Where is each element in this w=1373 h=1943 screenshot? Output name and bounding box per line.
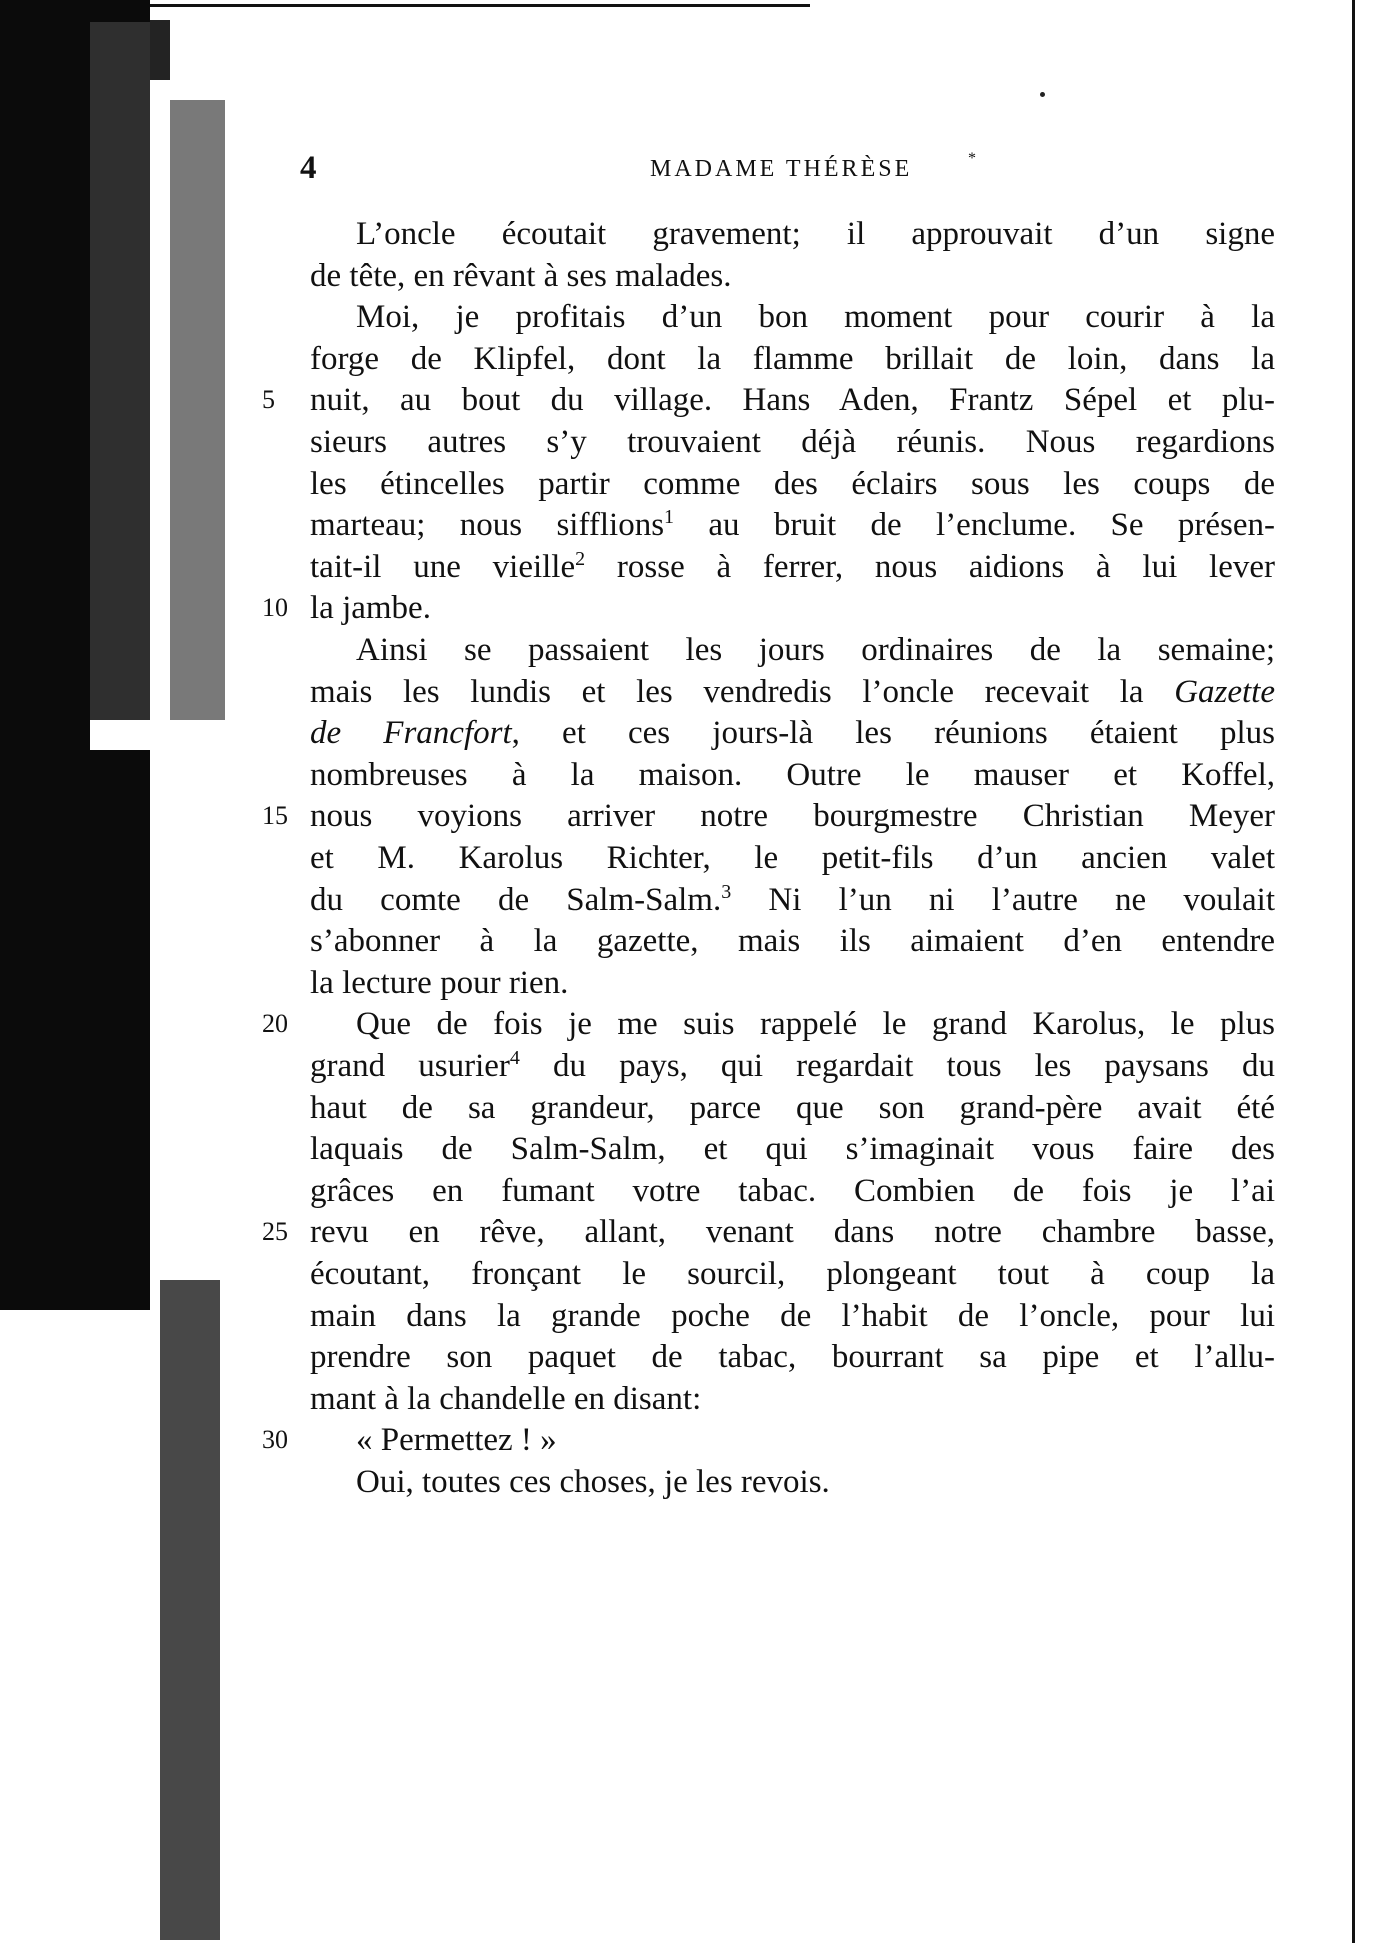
line-text: « Permettez ! » bbox=[356, 1422, 557, 1458]
line-text: la jambe. bbox=[310, 590, 431, 626]
line-text: Moi, je profitais d’un bon moment pour courir à la bbox=[356, 299, 1275, 335]
line-text: Ni l’un ni l’autre ne voulait bbox=[731, 882, 1275, 918]
footnote-ref: 3 bbox=[721, 881, 732, 903]
line-text: la lecture pour rien. bbox=[310, 965, 569, 1001]
line-text: revu en rêve, allant, venant dans notre chambre basse, bbox=[310, 1214, 1275, 1250]
scan-right-edge bbox=[1352, 0, 1355, 1943]
line-text: haut de sa grandeur, parce que son grand-père avait été bbox=[310, 1090, 1275, 1126]
line-text: et M. Karolus Richter, le petit-fils d’un ancien valet bbox=[310, 840, 1275, 876]
scan-binding-shadow bbox=[0, 0, 236, 1943]
line-text: grand usurier bbox=[310, 1048, 510, 1084]
text-line bbox=[356, 1456, 1275, 1508]
footnote-ref: 2 bbox=[575, 548, 586, 570]
line-number: 20 bbox=[262, 1009, 288, 1038]
footnote-ref: 1 bbox=[664, 506, 675, 528]
line-text: de tête, en rêvant à ses malades. bbox=[310, 258, 732, 294]
italic-title: de Francfort bbox=[310, 715, 512, 751]
line-text: sieurs autres s’y trouvaient déjà réunis. Nous regardions bbox=[310, 424, 1275, 460]
line-number: 10 bbox=[262, 593, 288, 622]
line-text: main dans la grande poche de l’habit de l’oncle, pour lui bbox=[310, 1298, 1275, 1334]
line-text: forge de Klipfel, dont la flamme brillait de loin, dans la bbox=[310, 341, 1275, 377]
line-text: du pays, qui regardait tous les paysans du bbox=[519, 1048, 1275, 1084]
scan-speck bbox=[1040, 92, 1045, 97]
line-text: marteau; nous sifflions bbox=[310, 507, 665, 543]
line-text: laquais de Salm-Salm, et qui s’imaginait vous faire des bbox=[310, 1131, 1275, 1167]
line-text: rosse à ferrer, nous aidions à lui lever bbox=[585, 549, 1275, 585]
line-number: 30 bbox=[262, 1425, 288, 1454]
line-text: mant à la chandelle en disant: bbox=[310, 1381, 702, 1417]
line-text: écoutant, fronçant le sourcil, plongeant tout à coup la bbox=[310, 1256, 1275, 1292]
footnote-ref: 4 bbox=[509, 1047, 520, 1069]
page-number: 4 bbox=[300, 150, 317, 186]
line-number: 15 bbox=[262, 801, 288, 830]
line-text: L’oncle écoutait gravement; il approuvait d’un signe bbox=[356, 216, 1275, 252]
line-text: s’abonner à la gazette, mais ils aimaient d’en entendre bbox=[310, 923, 1275, 959]
line-number: 25 bbox=[262, 1217, 288, 1246]
line-text: Oui, toutes ces choses, je les revois. bbox=[356, 1464, 830, 1500]
italic-title: Gazette bbox=[1174, 674, 1275, 710]
line-text: tait-il une vieille bbox=[310, 549, 576, 585]
line-text: Que de fois je me suis rappelé le grand Karolus, le plus bbox=[356, 1006, 1275, 1042]
line-text: prendre son paquet de tabac, bourrant sa pipe et l’allu- bbox=[310, 1339, 1275, 1375]
line-text: les étincelles partir comme des éclairs sous les coups de bbox=[310, 466, 1275, 502]
line-text: nombreuses à la maison. Outre le mauser et Koffel, bbox=[310, 757, 1275, 793]
scan-top-edge bbox=[150, 4, 810, 7]
line-text: au bruit de l’enclume. Se présen- bbox=[674, 507, 1275, 543]
running-title: MADAME THÉRÈSE bbox=[650, 156, 913, 182]
line-text: grâces en fumant votre tabac. Combien de fois je l’ai bbox=[310, 1173, 1275, 1209]
line-number: 5 bbox=[262, 385, 275, 414]
line-text: nous voyions arriver notre bourgmestre Christian Meyer bbox=[310, 798, 1275, 834]
running-title-mark: * bbox=[968, 150, 976, 167]
line-text: , et ces jours-là les réunions étaient plus bbox=[511, 715, 1275, 751]
page-header bbox=[300, 150, 1000, 190]
line-text: nuit, au bout du village. Hans Aden, Frantz Sépel et plu- bbox=[310, 382, 1275, 418]
line-text: Ainsi se passaient les jours ordinaires de la semaine; bbox=[356, 632, 1275, 668]
line-text: du comte de Salm-Salm. bbox=[310, 882, 722, 918]
line-text: mais les lundis et les vendredis l’oncle recevait la bbox=[310, 674, 1175, 710]
